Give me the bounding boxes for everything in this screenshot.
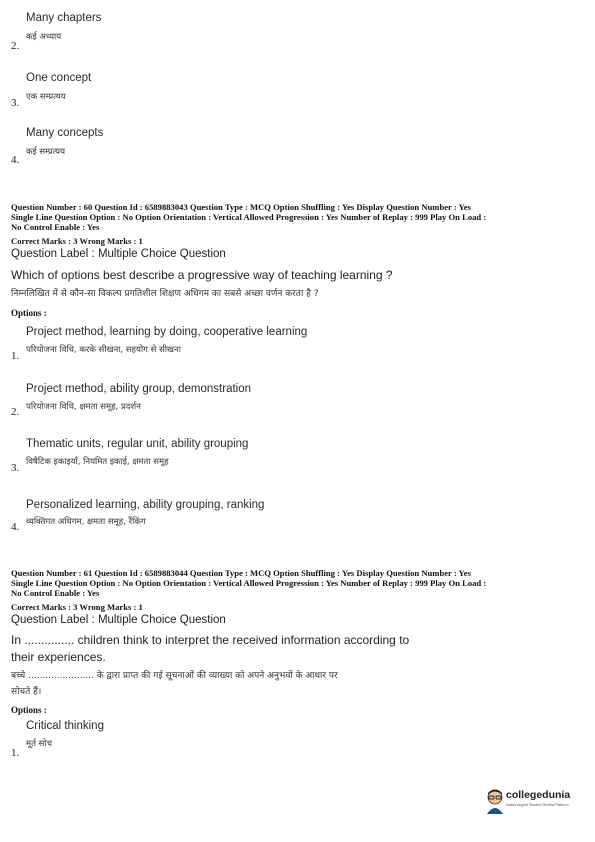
q60-option-4-number: 4. (11, 521, 20, 533)
prev-option-4-number: 4. (11, 154, 20, 166)
q61-marks: Correct Marks : 3 Wrong Marks : 1 (11, 602, 143, 612)
q60-meta-line-3: No Control Enable : Yes (11, 222, 100, 232)
q61-question-label: Question Label : Multiple Choice Question (11, 614, 226, 626)
prev-option-3-number: 3. (11, 97, 20, 109)
q61-option-1-hi: मूर्त सोच (26, 739, 52, 749)
logo-tagline: India's largest Student Review Platform (506, 803, 569, 807)
q60-meta-line-2: Single Line Question Option : No Option Orientation : Vertical Allowed Progression : Yes Number of Replay : 999 Play On Load : (11, 212, 487, 222)
q61-question-text-en-line-2: their experiences. (11, 650, 106, 664)
q60-options-heading: Options : (11, 308, 47, 318)
q61-option-1-number: 1. (11, 747, 20, 759)
q61-question-text-hi-line-2: सोचते हैं। (11, 687, 42, 697)
q60-option-2-en: Project method, ability group, demonstration (26, 383, 252, 395)
prev-option-3-en: One concept (26, 72, 92, 84)
q60-marks: Correct Marks : 3 Wrong Marks : 1 (11, 236, 143, 246)
q60-meta-line-1: Question Number : 60 Question Id : 6589883043 Question Type : MCQ Option Shuffling : Yes Display Question Number : Yes (11, 202, 471, 212)
q60-option-4-hi: व्यक्तिगत अधिगम, क्षमता समूह, रैंकिंग (26, 517, 146, 527)
q60-option-1-number: 1. (11, 350, 20, 362)
q61-question-text-en-line-1: In ............... children think to interpret the received information according to (11, 633, 410, 647)
q60-option-2-hi: परियोजना विधि, क्षमता समूह, प्रदर्शन (26, 402, 141, 412)
prev-option-4-hi: कई सम्प्रत्यय (26, 147, 66, 157)
q60-option-3-hi: विषैटिक इकाइयाँ, नियमित इकाई, क्षमता समूह (26, 457, 169, 467)
logo-wordmark: collegedunia (506, 789, 571, 801)
q61-meta-line-1: Question Number : 61 Question Id : 6589883044 Question Type : MCQ Option Shuffling : Yes Display Question Number : Yes (11, 568, 471, 578)
q60-option-4-en: Personalized learning, ability grouping, ranking (26, 499, 265, 511)
q60-option-2-number: 2. (11, 406, 20, 418)
prev-option-3-hi: एक सम्प्रत्यय (26, 92, 66, 102)
prev-option-4-en: Many concepts (26, 127, 104, 139)
q61-option-1-en: Critical thinking (26, 720, 104, 732)
collegedunia-logo (484, 786, 580, 816)
q60-option-1-en: Project method, learning by doing, cooperative learning (26, 326, 308, 338)
q60-option-3-number: 3. (11, 462, 20, 474)
prev-option-2-hi: कई अध्याय (26, 32, 62, 42)
q60-option-3-en: Thematic units, regular unit, ability grouping (26, 438, 249, 450)
q60-question-label: Question Label : Multiple Choice Question (11, 248, 226, 260)
q61-meta-line-3: No Control Enable : Yes (11, 588, 100, 598)
q61-meta-line-2: Single Line Question Option : No Option Orientation : Vertical Allowed Progression : Yes Number of Replay : 999 Play On Load : (11, 578, 487, 588)
q61-options-heading: Options : (11, 705, 47, 715)
mascot-icon (484, 788, 506, 814)
q61-question-text-hi-line-1: बच्चे ....................... के द्वारा प्राप्त की गई सूचनाओं की व्याख्या को अपने अनुभवों के आधार पर (11, 671, 338, 681)
prev-option-2-number: 2. (11, 40, 20, 52)
prev-option-2-en: Many chapters (26, 12, 102, 24)
q60-question-text-en: Which of options best describe a progressive way of teaching learning ? (11, 268, 393, 282)
q60-option-1-hi: परियोजना विधि, करके सीखना, सहयोग से सीखना (26, 345, 181, 355)
q60-question-text-hi: निम्नलिखित में से कौन-सा विकल्प प्रगतिशील शिक्षण अधिगम का सबसे अच्छा वर्णन करता है ? (11, 289, 319, 299)
